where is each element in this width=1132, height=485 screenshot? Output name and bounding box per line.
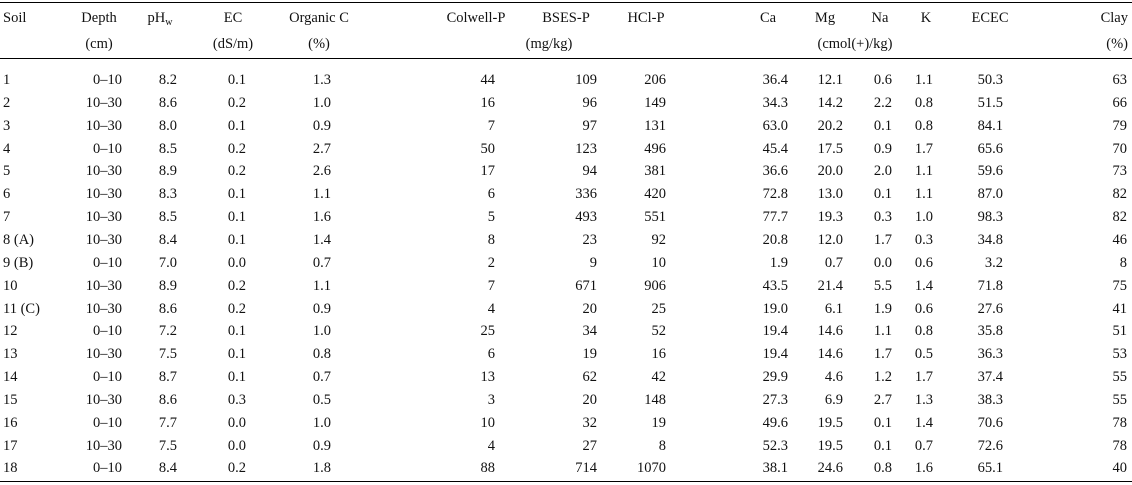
cell-soil: 17	[3, 437, 18, 454]
cell-ec: 0.2	[227, 140, 246, 157]
header-ph	[148, 10, 173, 26]
cell-depth: 0–10	[93, 460, 122, 477]
cell-colwell-p: 4	[487, 437, 495, 454]
cell-clay: 78	[1112, 414, 1127, 431]
cell-organic-c: 1.1	[312, 277, 331, 294]
cell-ca: 77.7	[762, 209, 788, 226]
cell-k: 0.8	[914, 323, 933, 340]
cell-clay: 79	[1112, 117, 1127, 134]
cell-ca: 1.9	[769, 254, 788, 271]
cell-depth: 10–30	[85, 300, 122, 317]
cell-clay: 46	[1112, 231, 1127, 248]
cell-ecec: 50.3	[977, 72, 1003, 88]
cell-clay: 75	[1112, 277, 1127, 294]
cell-bses-p: 19	[582, 346, 597, 363]
cell-ec: 0.3	[227, 391, 246, 408]
cell-ca: 49.6	[762, 414, 788, 431]
cell-mg: 14.6	[817, 346, 843, 363]
cell-k: 0.5	[914, 346, 933, 363]
cell-k: 1.0	[914, 209, 933, 226]
cell-na: 0.1	[873, 117, 892, 134]
cell-soil: 5	[3, 163, 11, 180]
cell-ecec: 27.6	[977, 300, 1003, 317]
cell-na: 0.1	[873, 414, 892, 431]
cell-na: 1.9	[873, 300, 892, 317]
cell-hcl-p: 551	[644, 209, 666, 226]
cell-soil: 6	[3, 186, 11, 203]
cell-hcl-p: 131	[644, 117, 666, 134]
cell-na: 0.3	[873, 209, 892, 226]
cell-bses-p: 123	[575, 140, 597, 157]
cell-na: 1.1	[873, 323, 892, 340]
cell-colwell-p: 50	[480, 140, 495, 157]
cell-ecec: 36.3	[977, 346, 1003, 363]
cell-bses-p: 97	[582, 117, 597, 134]
cell-ec: 0.2	[227, 460, 246, 477]
cell-colwell-p: 88	[480, 460, 495, 477]
header-depth: Depth	[81, 10, 117, 26]
table-header-rule	[0, 58, 1132, 59]
cell-k: 1.1	[914, 186, 933, 203]
cell-mg: 12.0	[817, 231, 843, 248]
cell-ph: 8.3	[158, 186, 177, 203]
cell-na: 2.2	[873, 94, 892, 111]
cell-ecec: 34.8	[977, 231, 1003, 248]
cell-ecec: 70.6	[977, 414, 1003, 431]
cell-depth: 10–30	[85, 231, 122, 248]
cell-ph: 8.4	[158, 231, 177, 248]
cell-clay: 63	[1112, 72, 1127, 88]
cell-depth: 10–30	[85, 117, 122, 134]
cell-mg: 6.1	[824, 300, 843, 317]
cell-soil: 1	[3, 72, 11, 88]
cell-ph: 8.6	[158, 391, 177, 408]
cell-depth: 0–10	[93, 369, 122, 386]
cell-colwell-p: 44	[480, 72, 495, 88]
header-clay-unit: (%)	[1106, 36, 1128, 52]
cell-bses-p: 493	[575, 209, 597, 226]
cell-na: 1.7	[873, 231, 892, 248]
cell-ec: 0.1	[227, 209, 246, 226]
cell-organic-c: 1.6	[312, 209, 331, 226]
cell-k: 1.4	[914, 277, 933, 294]
cell-ecec: 59.6	[977, 163, 1003, 180]
cell-depth: 0–10	[93, 254, 122, 271]
cell-colwell-p: 8	[487, 231, 495, 248]
cell-ca: 19.0	[762, 300, 788, 317]
cell-k: 1.7	[914, 369, 933, 386]
cell-depth: 10–30	[85, 186, 122, 203]
cell-mg: 19.5	[817, 414, 843, 431]
cell-soil: 14	[3, 369, 18, 386]
header-ph-label: pH	[147, 10, 166, 26]
cell-hcl-p: 496	[644, 140, 666, 157]
cell-ph: 8.5	[158, 140, 177, 157]
cell-depth: 0–10	[93, 414, 122, 431]
header-p-unit: (mg/kg)	[525, 36, 573, 52]
cell-ec: 0.2	[227, 277, 246, 294]
cell-ec: 0.2	[227, 300, 246, 317]
cell-depth: 10–30	[85, 346, 122, 363]
cell-mg: 12.1	[817, 72, 843, 88]
cell-ecec: 35.8	[977, 323, 1003, 340]
cell-colwell-p: 3	[487, 391, 495, 408]
cell-ph: 8.4	[158, 460, 177, 477]
cell-mg: 0.7	[824, 254, 843, 271]
cell-ca: 19.4	[762, 346, 788, 363]
cell-mg: 14.2	[817, 94, 843, 111]
cell-mg: 21.4	[817, 277, 843, 294]
cell-ec: 0.1	[227, 231, 246, 248]
cell-ec: 0.1	[227, 346, 246, 363]
table-bottom-rule	[0, 481, 1132, 482]
header-ca: Ca	[759, 10, 777, 26]
cell-soil: 12	[3, 323, 18, 340]
cell-bses-p: 96	[582, 94, 597, 111]
cell-clay: 82	[1112, 209, 1127, 226]
cell-hcl-p: 16	[651, 346, 666, 363]
cell-soil: 15	[3, 391, 18, 408]
cell-na: 1.7	[873, 346, 892, 363]
cell-colwell-p: 4	[487, 300, 495, 317]
cell-ec: 0.1	[227, 369, 246, 386]
cell-bses-p: 32	[582, 414, 597, 431]
cell-organic-c: 1.8	[312, 460, 331, 477]
cell-mg: 19.5	[817, 437, 843, 454]
cell-ec: 0.1	[227, 117, 246, 134]
cell-ecec: 3.2	[984, 254, 1003, 271]
cell-hcl-p: 52	[651, 323, 666, 340]
cell-ecec: 84.1	[977, 117, 1003, 134]
cell-na: 2.0	[873, 163, 892, 180]
cell-na: 2.7	[873, 391, 892, 408]
cell-organic-c: 0.7	[312, 254, 331, 271]
header-colwell-p: Colwell-P	[446, 10, 506, 26]
cell-organic-c: 1.4	[312, 231, 331, 248]
cell-ca: 27.3	[762, 391, 788, 408]
cell-depth: 0–10	[93, 140, 122, 157]
cell-ph: 8.7	[158, 369, 177, 386]
cell-bses-p: 109	[575, 72, 597, 88]
cell-organic-c: 1.3	[312, 72, 331, 88]
header-mg: Mg	[814, 10, 836, 26]
cell-ecec: 87.0	[977, 186, 1003, 203]
cell-bses-p: 671	[575, 277, 597, 294]
cell-soil: 2	[3, 94, 11, 111]
cell-clay: 40	[1112, 460, 1127, 477]
cell-ec: 0.2	[227, 94, 246, 111]
cell-organic-c: 1.0	[312, 94, 331, 111]
cell-clay: 78	[1112, 437, 1127, 454]
cell-ph: 7.5	[158, 346, 177, 363]
header-na: Na	[871, 10, 889, 26]
cell-depth: 0–10	[93, 72, 122, 88]
cell-organic-c: 0.9	[312, 117, 331, 134]
cell-na: 5.5	[873, 277, 892, 294]
cell-na: 0.8	[873, 460, 892, 477]
cell-soil: 4	[3, 140, 11, 157]
cell-mg: 4.6	[824, 369, 843, 386]
cell-hcl-p: 42	[651, 369, 666, 386]
cell-ph: 8.6	[158, 300, 177, 317]
cell-ecec: 37.4	[977, 369, 1003, 386]
cell-hcl-p: 381	[644, 163, 666, 180]
cell-ec: 0.1	[227, 323, 246, 340]
cell-hcl-p: 906	[644, 277, 666, 294]
cell-depth: 0–10	[93, 323, 122, 340]
header-k: K	[920, 10, 932, 26]
cell-k: 1.4	[914, 414, 933, 431]
cell-k: 0.7	[914, 437, 933, 454]
cell-ecec: 51.5	[977, 94, 1003, 111]
cell-ph: 7.0	[158, 254, 177, 271]
cell-na: 0.1	[873, 186, 892, 203]
cell-depth: 10–30	[85, 209, 122, 226]
cell-ecec: 98.3	[977, 209, 1003, 226]
cell-ca: 52.3	[762, 437, 788, 454]
cell-bses-p: 34	[582, 323, 597, 340]
cell-ecec: 72.6	[977, 437, 1003, 454]
cell-ca: 72.8	[762, 186, 788, 203]
cell-ph: 8.2	[158, 72, 177, 88]
cell-colwell-p: 7	[487, 117, 495, 134]
cell-ca: 20.8	[762, 231, 788, 248]
cell-organic-c: 0.5	[312, 391, 331, 408]
cell-bses-p: 27	[582, 437, 597, 454]
cell-mg: 20.0	[817, 163, 843, 180]
cell-mg: 19.3	[817, 209, 843, 226]
cell-ecec: 71.8	[977, 277, 1003, 294]
cell-bses-p: 714	[575, 460, 597, 477]
cell-hcl-p: 1070	[637, 460, 666, 477]
cell-organic-c: 1.0	[312, 414, 331, 431]
header-soil: Soil	[3, 10, 27, 26]
header-ec-unit: (dS/m)	[212, 36, 254, 52]
cell-k: 0.6	[914, 300, 933, 317]
cell-colwell-p: 7	[487, 277, 495, 294]
cell-colwell-p: 17	[480, 163, 495, 180]
cell-colwell-p: 13	[480, 369, 495, 386]
cell-clay: 73	[1112, 163, 1127, 180]
cell-soil: 10	[3, 277, 18, 294]
cell-k: 1.3	[914, 391, 933, 408]
cell-clay: 55	[1112, 369, 1127, 386]
cell-hcl-p: 420	[644, 186, 666, 203]
cell-hcl-p: 8	[658, 437, 666, 454]
cell-ec: 0.1	[227, 72, 246, 88]
cell-ca: 43.5	[762, 277, 788, 294]
cell-ph: 8.5	[158, 209, 177, 226]
cell-ecec: 65.1	[977, 460, 1003, 477]
cell-hcl-p: 92	[651, 231, 666, 248]
cell-k: 1.7	[914, 140, 933, 157]
cell-soil: 7	[3, 209, 11, 226]
cell-clay: 82	[1112, 186, 1127, 203]
header-ec: EC	[223, 10, 243, 26]
header-organic-c: Organic C	[289, 10, 349, 26]
cell-bses-p: 62	[582, 369, 597, 386]
cell-ecec: 65.6	[977, 140, 1003, 157]
cell-ph: 8.9	[158, 277, 177, 294]
cell-ca: 34.3	[762, 94, 788, 111]
cell-organic-c: 0.7	[312, 369, 331, 386]
cell-colwell-p: 25	[480, 323, 495, 340]
cell-k: 0.8	[914, 117, 933, 134]
cell-hcl-p: 19	[651, 414, 666, 431]
cell-depth: 10–30	[85, 94, 122, 111]
header-organic-c-unit: (%)	[308, 36, 330, 52]
cell-ph: 7.2	[158, 323, 177, 340]
cell-organic-c: 1.1	[312, 186, 331, 203]
cell-ph: 7.7	[158, 414, 177, 431]
cell-ph: 8.0	[158, 117, 177, 134]
cell-mg: 6.9	[824, 391, 843, 408]
cell-k: 0.8	[914, 94, 933, 111]
cell-na: 0.6	[873, 72, 892, 88]
cell-colwell-p: 5	[487, 209, 495, 226]
cell-mg: 17.5	[817, 140, 843, 157]
table-top-rule	[0, 2, 1132, 3]
cell-depth: 10–30	[85, 277, 122, 294]
cell-bses-p: 23	[582, 231, 597, 248]
cell-ca: 63.0	[762, 117, 788, 134]
cell-clay: 55	[1112, 391, 1127, 408]
cell-k: 0.6	[914, 254, 933, 271]
cell-clay: 66	[1112, 94, 1127, 111]
cell-na: 0.1	[873, 437, 892, 454]
header-depth-unit: (cm)	[85, 36, 113, 52]
cell-soil: 11 (C)	[3, 300, 40, 317]
cell-colwell-p: 2	[487, 254, 495, 271]
cell-ph: 8.9	[158, 163, 177, 180]
cell-colwell-p: 16	[480, 94, 495, 111]
cell-ph: 7.5	[158, 437, 177, 454]
cell-k: 1.6	[914, 460, 933, 477]
cell-clay: 70	[1112, 140, 1127, 157]
cell-soil: 16	[3, 414, 18, 431]
cell-bses-p: 20	[582, 391, 597, 408]
cell-ca: 36.4	[762, 72, 788, 88]
cell-ca: 29.9	[762, 369, 788, 386]
header-bses-p: BSES-P	[542, 10, 590, 26]
cell-clay: 8	[1119, 254, 1127, 271]
cell-mg: 20.2	[817, 117, 843, 134]
cell-organic-c: 2.7	[312, 140, 331, 157]
cell-colwell-p: 10	[480, 414, 495, 431]
cell-na: 1.2	[873, 369, 892, 386]
header-ph-subscript: w	[165, 17, 173, 28]
header-cation-unit: (cmol(+)/kg)	[817, 36, 893, 52]
cell-k: 1.1	[914, 163, 933, 180]
cell-ec: 0.0	[227, 437, 246, 454]
cell-hcl-p: 206	[644, 72, 666, 88]
cell-hcl-p: 10	[651, 254, 666, 271]
cell-ca: 19.4	[762, 323, 788, 340]
cell-organic-c: 0.9	[312, 437, 331, 454]
cell-colwell-p: 6	[487, 346, 495, 363]
cell-hcl-p: 25	[651, 300, 666, 317]
cell-depth: 10–30	[85, 163, 122, 180]
cell-mg: 13.0	[817, 186, 843, 203]
cell-na: 0.9	[873, 140, 892, 157]
cell-clay: 41	[1112, 300, 1127, 317]
cell-ec: 0.0	[227, 414, 246, 431]
header-clay: Clay	[1100, 10, 1128, 26]
cell-ec: 0.0	[227, 254, 246, 271]
cell-ecec: 38.3	[977, 391, 1003, 408]
cell-ec: 0.1	[227, 186, 246, 203]
cell-soil: 13	[3, 346, 18, 363]
cell-soil: 8 (A)	[3, 231, 35, 248]
cell-soil: 9 (B)	[3, 254, 34, 271]
cell-depth: 10–30	[85, 391, 122, 408]
cell-ca: 45.4	[762, 140, 788, 157]
cell-hcl-p: 148	[644, 391, 666, 408]
cell-bses-p: 94	[582, 163, 597, 180]
cell-organic-c: 0.9	[312, 300, 331, 317]
cell-clay: 51	[1112, 323, 1127, 340]
cell-hcl-p: 149	[644, 94, 666, 111]
header-ecec: ECEC	[971, 10, 1009, 26]
cell-mg: 24.6	[817, 460, 843, 477]
cell-soil: 3	[3, 117, 11, 134]
header-hcl-p: HCl-P	[627, 10, 665, 26]
cell-ph: 8.6	[158, 94, 177, 111]
cell-bses-p: 20	[582, 300, 597, 317]
cell-soil: 18	[3, 460, 18, 477]
cell-k: 1.1	[914, 72, 933, 88]
cell-ec: 0.2	[227, 163, 246, 180]
cell-bses-p: 336	[575, 186, 597, 203]
cell-depth: 10–30	[85, 437, 122, 454]
cell-bses-p: 9	[589, 254, 597, 271]
cell-ca: 38.1	[762, 460, 788, 477]
cell-ca: 36.6	[762, 163, 788, 180]
cell-organic-c: 2.6	[312, 163, 331, 180]
cell-colwell-p: 6	[487, 186, 495, 203]
cell-na: 0.0	[873, 254, 892, 271]
cell-k: 0.3	[914, 231, 933, 248]
cell-organic-c: 0.8	[312, 346, 331, 363]
cell-mg: 14.6	[817, 323, 843, 340]
cell-organic-c: 1.0	[312, 323, 331, 340]
cell-clay: 53	[1112, 346, 1127, 363]
